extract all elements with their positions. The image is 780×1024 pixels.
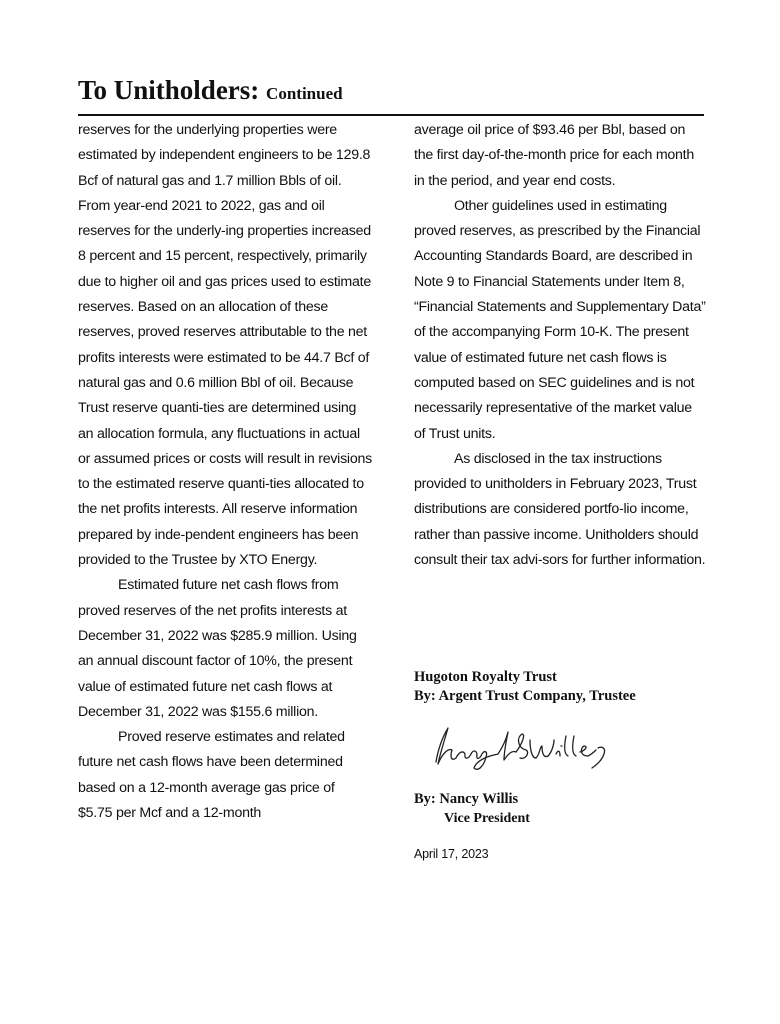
left-paragraph-1: reserves for the underlying properties were estimated by independent engineers to be 129.8 Bcf of natural gas and 1.7 million Bbls of oil. From year-end 2021 to 2022, gas and oil reserves for the underly-ing properties increased 8 percent and 15 percent, respectively, primarily due to higher oil and gas prices used to estimate reserves. Based on an allocation of these reserves, proved reserves attributable to the net profits interests were estimated to be 44.7 Bcf of natural gas and 0.6 million Bbl of oil. Because Trust reserve quanti-ties are determined using an allocation formula, any fluctuations in actual or assumed prices or costs will result in revisions to the estimated reserve quanti-ties allocated to the net profits interests. All reserve information prepared by inde-pendent engineers has been provided to the Trustee by XTO Energy. xyxy=(78,122,372,569)
page-title-continued: Continued xyxy=(266,84,343,103)
right-paragraph-3: As disclosed in the tax instructions provided to unitholders in February 2023, Trust distributions are considered portfo-lio income, rather than passive income. Unitholders should consult their tax advi-sors for further information. xyxy=(414,450,706,569)
left-column xyxy=(78,118,372,826)
page-title-text: To Unitholders: xyxy=(78,75,260,105)
trust-name: Hugoton Royalty Trust xyxy=(414,669,557,685)
right-column xyxy=(414,118,706,573)
signer-name: By: Nancy Willis xyxy=(414,791,519,807)
right-paragraph-1: average oil price of $93.46 per Bbl, based on the first day-of-the-month price for each month in the period, and year end costs. xyxy=(414,122,695,189)
left-paragraph-2: Estimated future net cash flows from proved reserves of the net profits interests at December 31, 2022 was $285.9 million. Using an annual discount factor of 10%, the present value of estimated future net cash flows at December 31, 2022 was $155.6 million. xyxy=(78,577,357,720)
signature-block xyxy=(414,668,704,828)
signer-title: Vice President xyxy=(444,811,530,826)
right-paragraph-2: Other guidelines used in estimating proved reserves, as prescribed by the Financial Accounting Standards Board, are described in Note 9 to Financial Statements under Item 8, “Financial Statements and Supplementary Data” of the accompanying Form 10-K. The present value of estimated future net cash flows is computed based on SEC guidelines and is not necessarily representative of the market value of Trust units. xyxy=(414,197,706,442)
page-title xyxy=(78,74,704,110)
letter-date: April 17, 2023 xyxy=(414,847,489,861)
trustee-line: By: Argent Trust Company, Trustee xyxy=(414,688,636,704)
page-header xyxy=(78,74,704,116)
handwritten-signature xyxy=(426,724,626,776)
left-paragraph-3: Proved reserve estimates and related future net cash flows have been determined based on a 12-month average gas price of $5.75 per Mcf and a 12-month xyxy=(78,729,345,822)
